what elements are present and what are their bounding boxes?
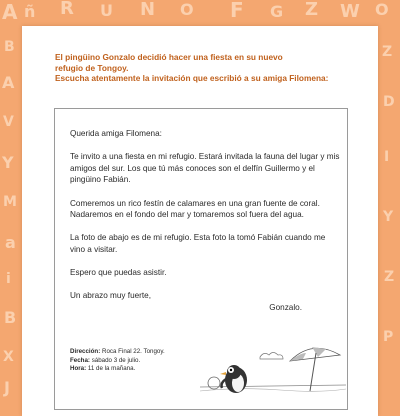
bg-letter: Z [384, 269, 395, 285]
detail-label: Dirección: [70, 348, 101, 355]
bg-letter: Z [305, 0, 319, 20]
bg-letter: V [3, 114, 14, 130]
bg-letter: P [383, 329, 394, 345]
bg-letter: J [4, 378, 10, 397]
letter-greeting: Querida amiga Filomena: [70, 129, 162, 138]
bg-letter: W [340, 1, 360, 22]
detail-address [70, 348, 200, 357]
bg-letter: U [100, 1, 113, 20]
instructions [55, 52, 355, 84]
letter-closing: Un abrazo muy fuerte, [70, 291, 152, 301]
invitation-letter [70, 128, 342, 325]
detail-label: Fecha: [70, 356, 90, 364]
penguin-beach-illustration [200, 335, 346, 400]
bg-letter: O [180, 0, 194, 19]
cloud-icon [260, 353, 283, 360]
bg-letter: Z [382, 44, 393, 60]
bg-letter: M [3, 194, 17, 210]
letter-signature: Gonzalo. [269, 302, 302, 312]
instruction-line: El pingüino Gonzalo decidió hacer una fiesta en su nuevo [55, 52, 283, 62]
bg-letter: a [5, 233, 16, 252]
bg-letter: B [4, 39, 15, 55]
instruction-line: refugio de Tongoy. [55, 62, 129, 73]
bg-letter: I [384, 149, 390, 165]
bg-letter: X [3, 349, 14, 365]
letter-paragraph: La foto de abajo es de mi refugio. Esta foto la tomó Fabián cuando me vino a visitar. [70, 233, 326, 254]
detail-date [70, 357, 200, 366]
bg-letter: Y [383, 209, 394, 225]
bg-letter: ñ [24, 2, 36, 21]
detail-value: 11 de la mañana. [87, 365, 136, 373]
penguin-icon [220, 365, 247, 393]
detail-value: sábado 3 de julio. [91, 356, 141, 364]
letter-paragraph: Espero que puedas asistir. [70, 268, 167, 278]
bg-letter: R [60, 0, 74, 19]
letter-paragraph: Te invito a una fiesta en mi refugio. Estará invitada la fauna del lugar y mis amigos del sur. Los que tú más conoces son el delfín Guillermo y el pingüino Fabián. [70, 152, 340, 185]
bg-letter: D [383, 94, 395, 110]
bg-letter: B [4, 308, 17, 327]
bg-letter: i [6, 271, 11, 287]
bg-letter: O [375, 0, 389, 19]
instruction-line: Escucha atentamente la invitación que escribió a su amiga Filomena: [55, 73, 329, 83]
detail-value: Roca Final 22. Tongoy. [102, 348, 165, 355]
detail-label: Hora: [70, 365, 87, 373]
bg-letter: N [140, 0, 156, 20]
bg-letter: G [270, 2, 284, 21]
bg-letter: A [2, 0, 18, 24]
bg-letter: A [2, 73, 15, 92]
bg-letter: F [230, 0, 244, 22]
beach-umbrella-icon [290, 347, 340, 391]
letter-paragraph: Comeremos un rico festín de calamares en una gran fuente de coral. Nadaremos en el fondo del mar y tomaremos sol fuera del agua. [70, 198, 320, 220]
bg-letter: Y [2, 153, 14, 172]
detail-time [70, 365, 200, 374]
event-details [70, 348, 200, 374]
sun-icon [208, 377, 220, 389]
